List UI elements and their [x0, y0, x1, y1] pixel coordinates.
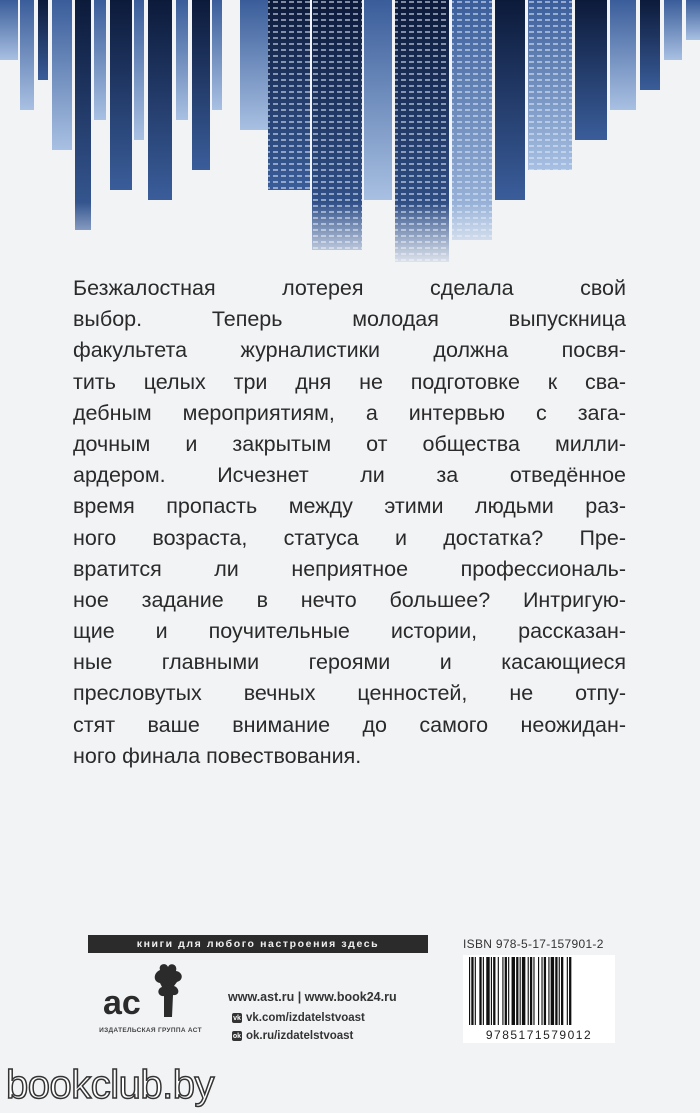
blurb-line: стят ваше внимание до самого неожидан- — [73, 712, 626, 737]
barcode-bar — [561, 957, 563, 1025]
blurb-line: дочным и закрытым от общества милли- — [73, 431, 626, 456]
barcode-bar — [541, 957, 542, 1025]
blurb-line: тить целых три дня не подготовке к сва- — [73, 369, 626, 394]
blurb-line: ного финала повествования. — [73, 743, 362, 768]
barcode-bar — [479, 957, 481, 1025]
barcode-bar — [512, 957, 515, 1025]
ok-link — [232, 1030, 353, 1042]
vk-icon: vk — [233, 1014, 241, 1022]
publisher-tagline-bar — [88, 935, 428, 953]
barcode-bar — [498, 957, 499, 1025]
barcode-bar — [559, 957, 560, 1025]
barcode-bar — [555, 957, 557, 1025]
blurb-line: ные главными героями и касающиеся — [73, 650, 626, 675]
barcode-bar — [475, 957, 476, 1025]
cover-illustration — [0, 0, 700, 270]
publisher-logo — [88, 962, 208, 1032]
svg-text:ac: ac — [103, 984, 141, 1022]
ok-link-text: ok.ru/izdatelstvoast — [246, 1030, 354, 1042]
barcode-bar — [493, 957, 495, 1025]
blurb-line: факультета журналистики должна посвя- — [73, 338, 626, 363]
barcode-bar — [486, 957, 489, 1025]
barcode-bar — [471, 957, 473, 1025]
publisher-group-name: ИЗДАТЕЛЬСКАЯ ГРУППА АСТ — [99, 1027, 202, 1034]
barcode-bar — [548, 957, 549, 1025]
barcode-bar — [528, 957, 529, 1025]
barcode-bar — [533, 957, 534, 1025]
barcode-bar — [502, 957, 503, 1025]
barcode-bar — [522, 957, 525, 1025]
barcode-bar — [508, 957, 509, 1025]
barcode-bar — [469, 957, 470, 1025]
ok-icon: ok — [232, 1032, 242, 1040]
blurb-line: щие и поучительные истории, рассказан- — [73, 619, 626, 644]
barcode-bar — [516, 957, 518, 1025]
blurb-line: время пропасть между этими людьми раз- — [73, 494, 626, 519]
barcode — [463, 955, 615, 1043]
barcode-digits: 9785171579012 — [485, 1028, 593, 1042]
blurb-line: ардером. Исчезнет ли за отведённое — [73, 463, 626, 488]
watermark: bookclub.by — [6, 1063, 214, 1107]
publisher-tagline: книги для любого настроения здесь — [136, 938, 380, 950]
barcode-bar — [505, 957, 507, 1025]
barcode-bar — [483, 957, 484, 1025]
blurb-line: выбор. Теперь молодая выпускница — [73, 307, 626, 332]
isbn-label: ISBN 978-5-17-157901-2 — [463, 937, 604, 951]
barcode-bar — [491, 957, 492, 1025]
barcode-bar — [520, 957, 521, 1025]
blurb-text — [73, 273, 626, 772]
barcode-bar — [569, 957, 571, 1025]
barcode-bar — [538, 957, 539, 1025]
vk-link-text: vk.com/izdatelstvoast — [246, 1012, 365, 1024]
blurb-line: ное задание в нечто большее? Интригую- — [73, 587, 626, 612]
blurb-line: Безжалостная лотерея сделала свой — [73, 276, 626, 300]
publisher-websites: www.ast.ru | www.book24.ru — [228, 990, 397, 1004]
blurb-line: дебным мероприятиям, а интервью с зага- — [73, 400, 626, 425]
blurb-line: вратится ли неприятное профессиональ- — [73, 556, 626, 581]
barcode-bar — [567, 957, 568, 1025]
vk-link — [232, 1012, 365, 1024]
barcode-bar — [551, 957, 554, 1025]
barcode-bar — [530, 957, 532, 1025]
blurb-line: ного возраста, статуса и достатка? Пре- — [73, 525, 626, 550]
blurb-line: пресловутых вечных ценностей, не отпу- — [73, 681, 626, 706]
barcode-bar — [544, 957, 546, 1025]
